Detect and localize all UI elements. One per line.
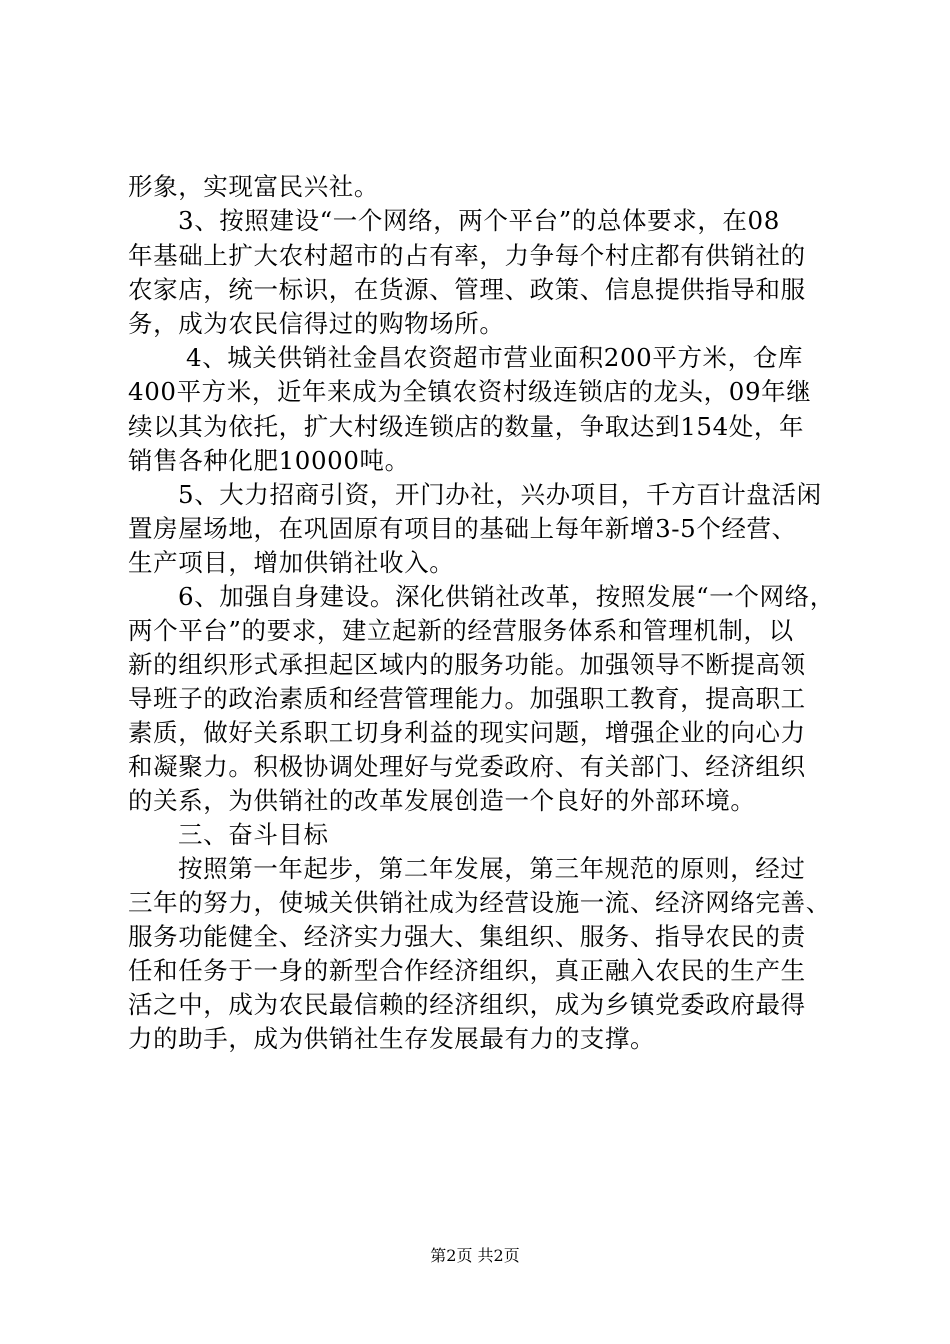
text-line: 服务功能健全、经济实力强大、集组织、服务、指导农民的责 (128, 922, 806, 951)
text-line: 按照第一年起步，第二年发展，第三年规范的原则，经过 (178, 854, 806, 883)
text-line: 400平方米，近年来成为全镇农资村级连锁店的龙头，09年继 (128, 377, 812, 406)
text-line: 三年的努力，使城关供销社成为经营设施一流、经济网络完善、 (128, 888, 831, 917)
text-line: 新的组织形式承担起区域内的服务功能。加强领导不断提高领 (128, 650, 806, 679)
text-line: 和凝聚力。积极协调处理好与党委政府、有关部门、经济组织 (128, 752, 806, 781)
text-line: 4、城关供销社金昌农资超市营业面积200平方米，仓库 (186, 343, 803, 372)
text-line: 导班子的政治素质和经营管理能力。加强职工教育，提高职工 (128, 684, 806, 713)
text-line: 6、加强自身建设。深化供销社改革，按照发展“一个网络， (178, 582, 835, 611)
page-number-footer: 第2页 共2页 (430, 1246, 520, 1265)
text-line: 3、按照建设“一个网络，两个平台”的总体要求，在08 (178, 206, 780, 235)
text-line: 力的助手，成为供销社生存发展最有力的支撑。 (128, 1024, 656, 1053)
text-line: 续以其为依托，扩大村级连锁店的数量，争取达到154处，年 (128, 412, 805, 441)
text-line: 销售各种化肥10000吨。 (128, 446, 410, 475)
text-line: 5、大力招商引资，开门办社，兴办项目，千方百计盘活闲 (178, 480, 822, 509)
text-line: 任和任务于一身的新型合作经济组织，真正融入农民的生产生 (128, 956, 806, 985)
text-line: 务，成为农民信得过的购物场所。 (128, 309, 505, 338)
text-line: 活之中，成为农民最信赖的经济组织，成为乡镇党委政府最得 (128, 990, 806, 1019)
text-line: 生产项目，增加供销社收入。 (128, 548, 455, 577)
text-line: 素质，做好关系职工切身利益的现实问题，增强企业的向心力 (128, 718, 806, 747)
text-line: 两个平台”的要求，建立起新的经营服务体系和管理机制，以 (128, 616, 794, 645)
text-line: 形象，实现富民兴社。 (128, 172, 379, 201)
text-line: 的关系，为供销社的改革发展创造一个良好的外部环境。 (128, 786, 756, 815)
text-line: 年基础上扩大农村超市的占有率，力争每个村庄都有供销社的 (128, 241, 806, 270)
section-heading: 三、奋斗目标 (178, 820, 329, 849)
text-line: 置房屋场地，在巩固原有项目的基础上每年新增3-5个经营、 (128, 514, 797, 543)
text-line: 农家店，统一标识，在货源、管理、政策、信息提供指导和服 (128, 275, 806, 304)
